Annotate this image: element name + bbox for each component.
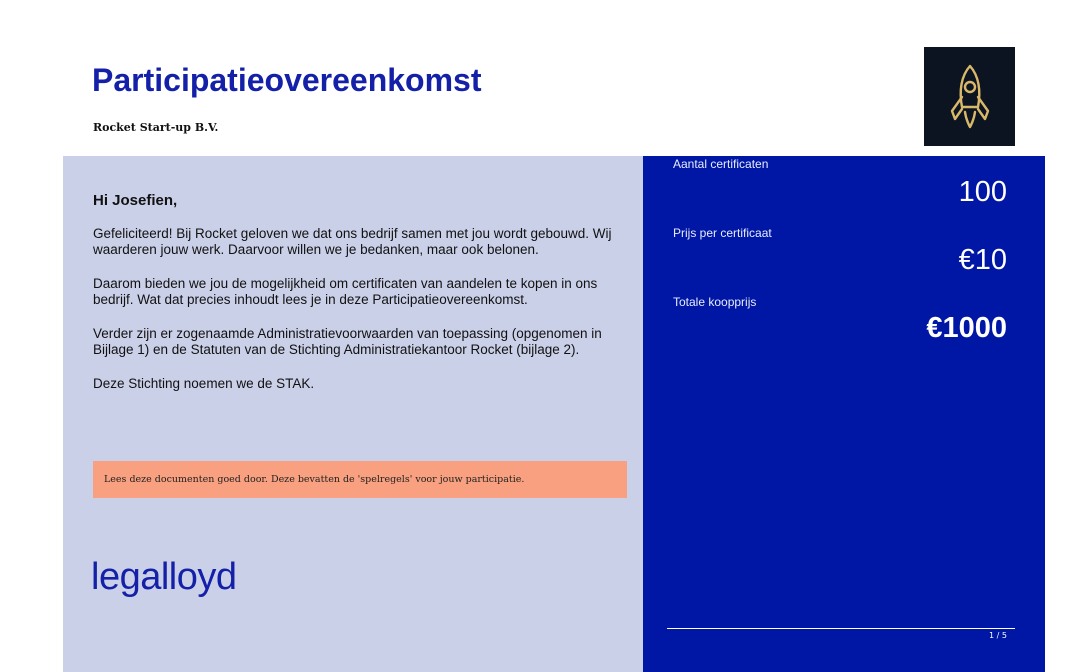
greeting: Hi Josefien, [93,192,178,209]
letter-paragraph: Deze Stichting noemen we de STAK. [93,376,315,391]
total-label: Totale koopprijs [673,295,757,309]
footer-divider [667,628,1015,629]
summary-panel [643,156,1045,672]
price-label: Prijs per certificaat [673,226,772,240]
certificates-label: Aantal certificaten [673,157,769,171]
document-title: Participatieovereenkomst [92,62,482,98]
letter-paragraph: Gefeliciteerd! Bij Rocket geloven we dat ons bedrijf samen met jou wordt gebouwd. Wij waarderen jouw werk. Daarvoor willen we je bedanken, maar ook belonen. [93,226,612,257]
letter-paragraph: Daarom bieden we jou de mogelijkheid om certificaten van aandelen te kopen in ons bedrijf. Wat dat precies inhoudt lees je in deze Participatieovereenkomst. [93,276,598,307]
notice-text: Lees deze documenten goed door. Deze bevatten de 'spelregels' voor jouw participatie. [104,474,525,485]
price-value: €10 [958,244,1007,276]
company-logo [924,47,1015,146]
notice-banner [93,461,627,498]
letter-paragraph: Verder zijn er zogenaamde Administratievoorwaarden van toepassing (opgenomen in Bijlage 1) en de Statuten van de Stichting Administratiekantoor Rocket (bijlage 2). [93,326,602,357]
total-value: €1000 [926,312,1007,344]
rocket-icon [946,63,994,131]
page-number: 1 / 5 [989,631,1007,640]
letter-panel [63,156,643,672]
legalloyd-logo: legalloyd [91,556,237,598]
certificates-value: 100 [958,176,1007,208]
company-name: Rocket Start-up B.V. [93,121,219,134]
